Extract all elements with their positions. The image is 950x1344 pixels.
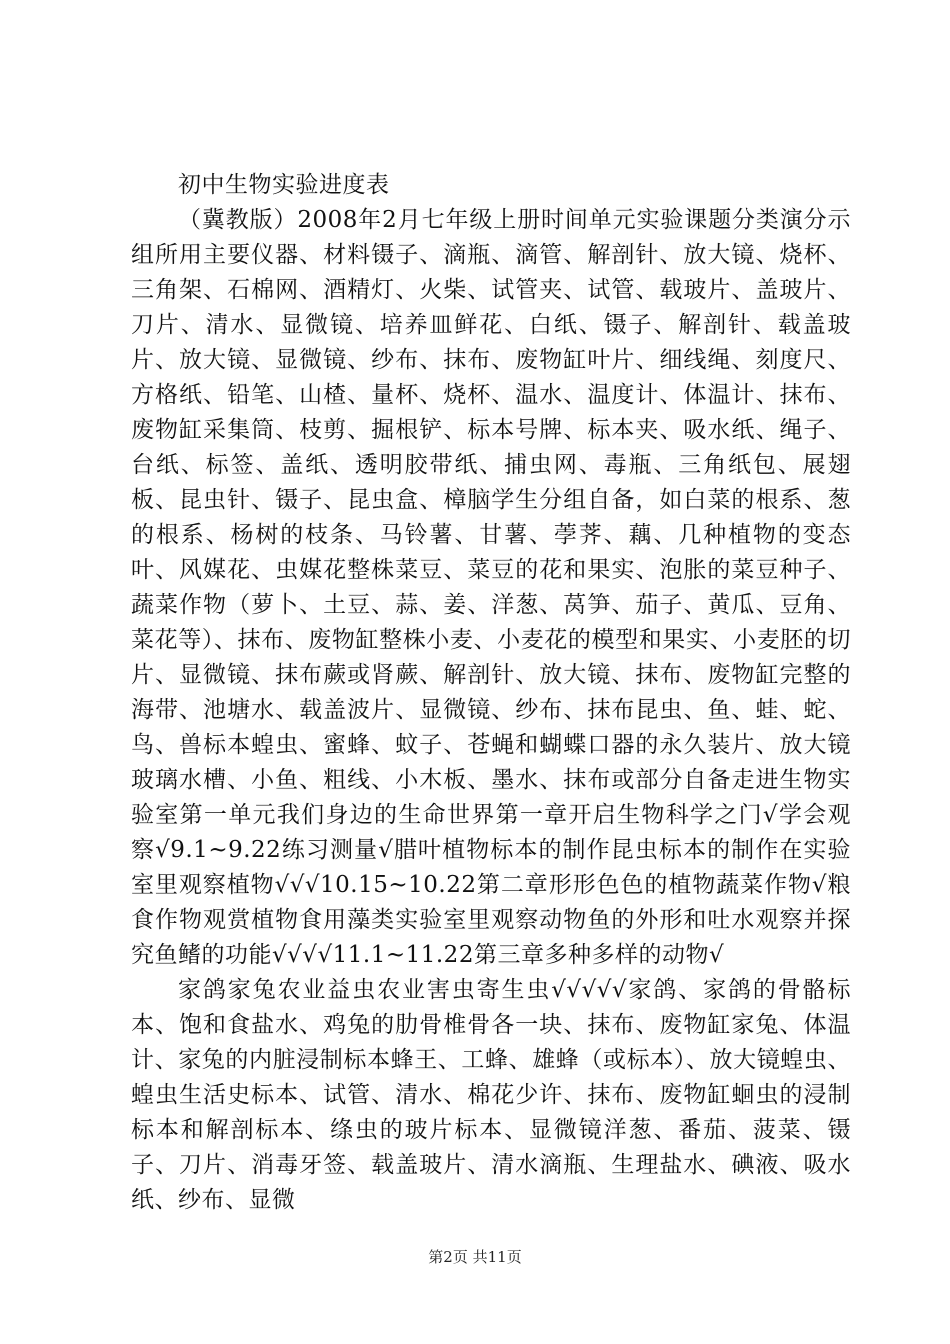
document-title: 初中生物实验进度表 xyxy=(178,172,390,198)
paragraph-2: 家鸽家兔农业益虫农业害虫寄生虫√√√√√家鸽、家鸽的骨骼标本、饱和食盐水、鸡兔的肋骨椎骨各一块、抹布、废物缸家兔、体温计、家兔的内脏浸制标本蜂王、工蜂、雄蜂（或标本）、放大镜蝗虫、蝗虫生活史标本、试管、清水、棉花少许、抹布、废物缸蛔虫的浸制标本和解剖标本、绦虫的玻片标本、显微镜洋葱、番茄、菠菜、镊子、刀片、消毒牙签、载盖玻片、清水滴瓶、生理盐水、碘液、吸水纸、纱布、显微 xyxy=(131,977,851,1213)
document-body xyxy=(131,168,851,1218)
page-footer: 第2页 共11页 xyxy=(428,1248,522,1266)
paragraph-1: （冀教版）2008年2月七年级上册时间单元实验课题分类演分示组所用主要仪器、材料镊子、滴瓶、滴管、解剖针、放大镜、烧杯、三角架、石棉网、酒精灯、火柴、试管夹、试管、载玻片、盖玻片、刀片、清水、显微镜、培养皿鲜花、白纸、镊子、解剖针、载盖玻片、放大镜、显微镜、纱布、抹布、废物缸叶片、细线绳、刻度尺、方格纸、铅笔、山楂、量杯、烧杯、温水、温度计、体温计、抹布、废物缸采集筒、枝剪、掘根铲、标本号牌、标本夹、吸水纸、绳子、台纸、标签、盖纸、透明胶带纸、捕虫网、毒瓶、三角纸包、展翅板、昆虫针、镊子、昆虫盒、樟脑学生分组自备，如白菜的根系、葱的根系、杨树的枝条、马铃薯、甘薯、荸荠、藕、几种植物的变态叶、风媒花、虫媒花整株菜豆、菜豆的花和果实、泡胀的菜豆种子、蔬菜作物（萝卜、土豆、蒜、姜、洋葱、莴笋、茄子、黄瓜、豆角、菜花等）、抹布、废物缸整株小麦、小麦花的模型和果实、小麦胚的切片、显微镜、抹布蕨或肾蕨、解剖针、放大镜、抹布、废物缸完整的海带、池塘水、载盖波片、显微镜、纱布、抹布昆虫、鱼、蛙、蛇、鸟、兽标本蝗虫、蜜蜂、蚊子、苍蝇和蝴蝶口器的永久装片、放大镜玻璃水槽、小鱼、粗线、小木板、墨水、抹布或部分自备走进生物实验室第一单元我们身边的生命世界第一章开启生物科学之门√学会观察√9.1~9.22练习测量√腊叶植物标本的制作昆虫标本的制作在实验室里观察植物√√√10.15~10.22第二章形形色色的植物蔬菜作物√粮食作物观赏植物食用藻类实验室里观察动物鱼的外形和吐水观察并探究鱼鳍的功能√√√√11.1~11.22第三章多种多样的动物√ xyxy=(131,207,851,968)
